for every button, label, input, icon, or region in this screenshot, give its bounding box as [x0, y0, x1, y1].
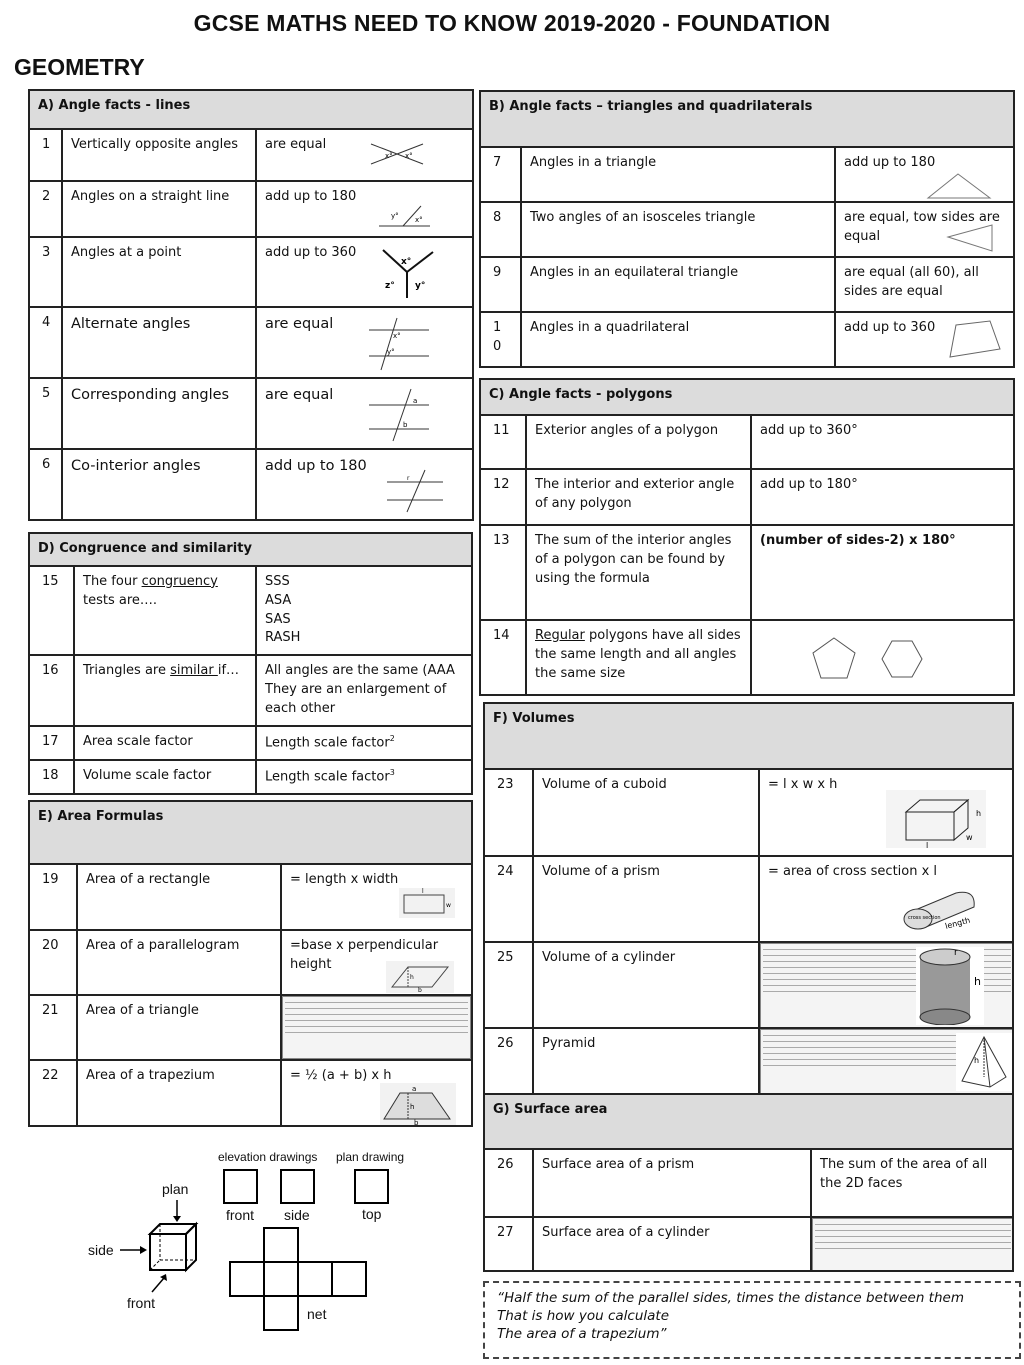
rule-cell: are equal x° y°	[256, 307, 473, 378]
table-row	[29, 181, 473, 237]
svg-text:h: h	[410, 1103, 415, 1111]
svg-text:h: h	[410, 974, 414, 981]
rectangle-diagram	[398, 887, 456, 919]
row-number: 1	[29, 129, 62, 181]
table-row	[484, 1028, 1013, 1094]
vertically-opposite-diagram	[367, 140, 427, 168]
svg-text:x°: x°	[385, 152, 393, 160]
svg-text:a: a	[412, 1085, 417, 1093]
row-number: 13	[480, 525, 526, 620]
svg-text:y°: y°	[415, 281, 426, 291]
fact-cell: Area of a triangle	[77, 995, 281, 1060]
table-row	[29, 378, 473, 449]
row-number: 18	[29, 760, 74, 794]
table-surface-area	[483, 1093, 1014, 1272]
rule-cell: = length x width w l	[281, 864, 472, 930]
alternate-angles-diagram	[367, 316, 433, 372]
svg-text:x°: x°	[393, 332, 401, 340]
row-number: 3	[29, 237, 62, 307]
fact-cell: Angles on a straight line	[62, 181, 256, 237]
fact-cell: Volume of a cuboid	[533, 769, 759, 856]
rule-cell: add up to 180 y° x°	[256, 181, 473, 237]
rule-cell: The sum of the area of all the 2D faces	[811, 1149, 1013, 1217]
trapezium-rhyme-box	[483, 1281, 1021, 1359]
quote-line: That is how you calculate	[497, 1308, 670, 1325]
cuboid-diagram	[886, 790, 986, 848]
fact-cell: Triangles are similar if…	[74, 655, 256, 726]
fact-cell: The interior and exterior angle of any polygon	[526, 469, 751, 525]
table-row	[29, 449, 473, 520]
fact-cell: Alternate angles	[62, 307, 256, 378]
fact-cell: Surface area of a cylinder	[533, 1217, 811, 1271]
fact-cell: Angles at a point	[62, 237, 256, 307]
isosceles-triangle-diagram	[946, 223, 996, 253]
rule-cell	[759, 942, 1013, 1028]
row-number: 25	[484, 942, 533, 1028]
table-row	[480, 257, 1014, 312]
row-number: 16	[29, 655, 74, 726]
table-header: G) Surface area	[484, 1094, 1013, 1149]
net-label: net	[307, 1306, 327, 1322]
fact-cell: The sum of the interior angles of a polygon can be found by using the formula	[526, 525, 751, 620]
svg-text:r: r	[407, 475, 410, 482]
row-number: 23	[484, 769, 533, 856]
svg-text:cross section: cross section	[908, 915, 941, 921]
svg-text:a: a	[413, 397, 418, 405]
row-number: 26	[484, 1149, 533, 1217]
rule-cell: are equal, tow sides are equal	[835, 202, 1014, 257]
rule-cell: are equal a b	[256, 378, 473, 449]
front-label: front	[127, 1295, 156, 1311]
table-row	[484, 856, 1013, 942]
svg-text:h: h	[976, 809, 982, 818]
triangle-diagram	[924, 170, 994, 200]
row-number: 17	[29, 726, 74, 760]
fact-cell: Volume scale factor	[74, 760, 256, 794]
rule-cell: All angles are the same (AAA They are an enlargement of each other	[256, 655, 472, 726]
svg-text:l: l	[422, 888, 424, 895]
rule-cell: =base x perpendicular height h b	[281, 930, 472, 995]
regular-polygons-diagram	[810, 635, 930, 683]
row-number: 27	[484, 1217, 533, 1271]
fact-cell: Corresponding angles	[62, 378, 256, 449]
elevation-drawings-label: elevation drawings	[218, 1150, 318, 1164]
table-row	[484, 1149, 1013, 1217]
rule-cell: = ½ (a + b) x h a h b	[281, 1060, 472, 1126]
rule-cell: add up to 360 x° z° y°	[256, 237, 473, 307]
svg-text:h: h	[974, 1056, 980, 1065]
fact-cell: Volume of a cylinder	[533, 942, 759, 1028]
rule-cell	[759, 1028, 1013, 1094]
rule-cell: SSS ASA SAS RASH	[256, 566, 472, 655]
fact-cell: Regular polygons have all sides the same length and all angles the same size	[526, 620, 751, 695]
fact-cell: Volume of a prism	[533, 856, 759, 942]
svg-text:w: w	[966, 833, 973, 842]
table-header: C) Angle facts - polygons	[480, 379, 1014, 415]
rule-cell: add up to 360	[835, 312, 1014, 367]
svg-text:b: b	[414, 1119, 419, 1125]
co-interior-angles-diagram	[385, 468, 445, 514]
quadrilateral-diagram	[948, 319, 1002, 361]
table-row	[480, 620, 1014, 695]
trapezium-diagram	[380, 1083, 456, 1125]
rule-cell: (number of sides-2) x 180°	[751, 525, 1014, 620]
table-header: F) Volumes	[484, 703, 1013, 769]
svg-text:z°: z°	[385, 281, 395, 291]
row-number: 22	[29, 1060, 77, 1126]
table-row	[480, 202, 1014, 257]
row-number: 20	[29, 930, 77, 995]
row-number: 5	[29, 378, 62, 449]
fact-cell: Two angles of an isosceles triangle	[521, 202, 835, 257]
fact-cell: Area of a trapezium	[77, 1060, 281, 1126]
table-header: A) Angle facts - lines	[29, 90, 473, 129]
table-row	[29, 726, 472, 760]
table-angle-triangles	[479, 90, 1015, 368]
table-row	[484, 769, 1013, 856]
table-row	[480, 415, 1014, 469]
fact-cell: Angles in an equilateral triangle	[521, 257, 835, 312]
row-number: 14	[480, 620, 526, 695]
svg-text:l: l	[926, 841, 929, 848]
rule-cell	[751, 620, 1014, 695]
table-header: D) Congruence and similarity	[29, 533, 472, 566]
quote-line: The area of a trapezium”	[497, 1326, 667, 1343]
table-angle-polygons	[479, 378, 1015, 696]
fact-cell: The four congruency tests are….	[74, 566, 256, 655]
fact-cell: Vertically opposite angles	[62, 129, 256, 181]
fact-cell: Pyramid	[533, 1028, 759, 1094]
table-area-formulas	[28, 800, 473, 1127]
side-label: side	[88, 1242, 114, 1258]
table-row	[29, 930, 472, 995]
prism-diagram	[900, 885, 984, 935]
table-row	[29, 129, 473, 181]
row-number: 21	[29, 995, 77, 1060]
page-title: GCSE MATHS NEED TO KNOW 2019-2020 - FOUNDATION	[193, 10, 831, 36]
plan-label: plan	[162, 1181, 189, 1197]
table-header: E) Area Formulas	[29, 801, 472, 864]
table-row	[29, 864, 472, 930]
table-volumes	[483, 702, 1014, 1095]
table-row	[480, 312, 1014, 367]
rule-cell: = l x w x h h w l	[759, 769, 1013, 856]
row-number: 15	[29, 566, 74, 655]
row-number: 8	[480, 202, 521, 257]
table-row	[480, 469, 1014, 525]
svg-text:y°: y°	[387, 348, 395, 356]
nets-drawing	[60, 1160, 420, 1340]
table-row	[484, 1217, 1013, 1271]
fact-cell: Co-interior angles	[62, 449, 256, 520]
row-number: 9	[480, 257, 521, 312]
svg-text:w: w	[446, 902, 451, 909]
rule-cell: Length scale factor$^3$	[256, 760, 472, 794]
table-row	[29, 1060, 472, 1126]
table-header: B) Angle facts – triangles and quadrilaterals	[480, 91, 1014, 147]
cylinder-diagram	[906, 945, 986, 1025]
table-row	[29, 307, 473, 378]
svg-text:b: b	[418, 987, 422, 993]
row-number: 6	[29, 449, 62, 520]
rule-cell: are equal (all 60), all sides are equal	[835, 257, 1014, 312]
rule-cell: add up to 180°	[751, 469, 1014, 525]
fact-cell: Angles in a quadrilateral	[521, 312, 835, 367]
angles-at-point-diagram	[375, 244, 439, 300]
svg-text:x°: x°	[415, 216, 423, 224]
section-heading: GEOMETRY	[14, 54, 145, 80]
plan-drawing-label: plan drawing	[336, 1150, 405, 1164]
svg-text:x°: x°	[405, 152, 413, 160]
row-number: 7	[480, 147, 521, 202]
row-number: 2	[29, 181, 62, 237]
fact-cell: Angles in a triangle	[521, 147, 835, 202]
svg-text:length: length	[944, 915, 972, 931]
rule-cell: = area of cross section x l cross section length	[759, 856, 1013, 942]
top-label: top	[362, 1206, 382, 1222]
rule-cell: add up to 360°	[751, 415, 1014, 469]
fact-cell: Area scale factor	[74, 726, 256, 760]
svg-text:r: r	[954, 948, 958, 958]
row-number: 24	[484, 856, 533, 942]
straight-line-diagram	[377, 202, 432, 230]
rule-cell: add up to 180	[835, 147, 1014, 202]
svg-text:h: h	[974, 975, 981, 988]
pyramid-diagram	[956, 1033, 1012, 1091]
svg-text:x°: x°	[401, 257, 412, 267]
table-row	[484, 942, 1013, 1028]
rule-cell: Length scale factor$^2$	[256, 726, 472, 760]
cylinder-surface-thumbnail	[812, 1218, 1013, 1271]
table-row	[480, 147, 1014, 202]
table-row	[29, 655, 472, 726]
table-row	[29, 566, 472, 655]
quote-line: “Half the sum of the parallel sides, times the distance between them	[497, 1290, 964, 1306]
table-row	[29, 760, 472, 794]
rule-cell	[811, 1217, 1013, 1271]
table-congruence	[28, 532, 473, 795]
parallelogram-diagram	[386, 961, 454, 993]
row-number: 11	[480, 415, 526, 469]
triangle-formula-thumbnail	[282, 996, 471, 1059]
table-row	[29, 995, 472, 1060]
rule-cell: are equal x° x°	[256, 129, 473, 181]
row-number: 1 0	[480, 312, 521, 367]
table-row	[29, 237, 473, 307]
fact-cell: Exterior angles of a polygon	[526, 415, 751, 469]
svg-text:y°: y°	[391, 212, 399, 220]
rule-cell	[281, 995, 472, 1060]
row-number: 4	[29, 307, 62, 378]
rule-cell: add up to 180 r	[256, 449, 473, 520]
table-row	[480, 525, 1014, 620]
side-elevation-label: side	[284, 1207, 310, 1223]
front-elevation-label: front	[226, 1207, 255, 1223]
fact-cell: Surface area of a prism	[533, 1149, 811, 1217]
row-number: 26	[484, 1028, 533, 1094]
fact-cell: Area of a rectangle	[77, 864, 281, 930]
row-number: 19	[29, 864, 77, 930]
row-number: 12	[480, 469, 526, 525]
svg-text:b: b	[403, 421, 408, 429]
table-angle-lines	[28, 89, 474, 521]
corresponding-angles-diagram	[367, 387, 433, 443]
fact-cell: Area of a parallelogram	[77, 930, 281, 995]
